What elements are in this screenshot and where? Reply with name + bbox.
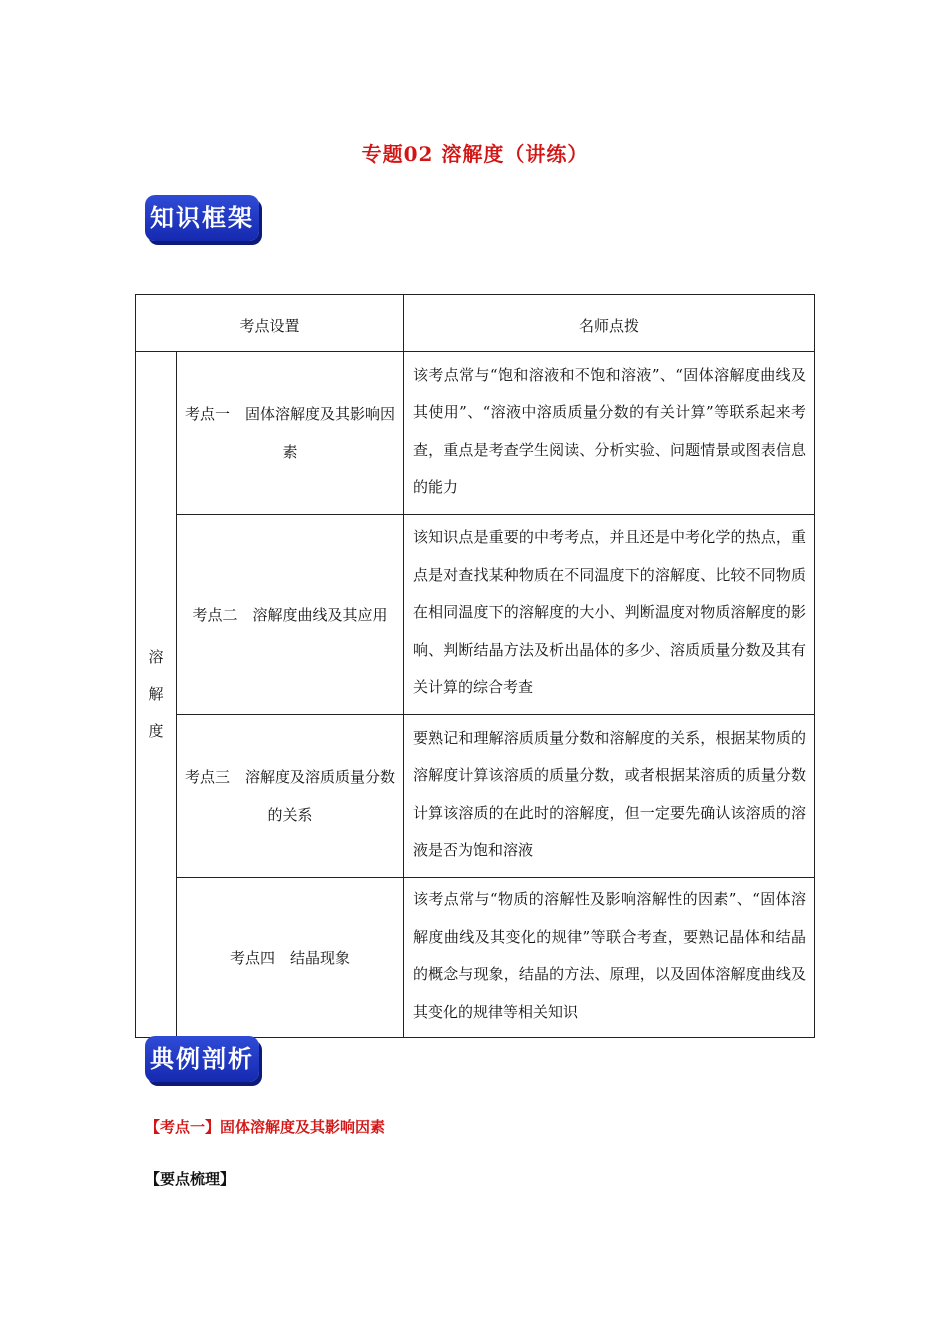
tip-1: 该考点常与“饱和溶液和不饱和溶液”、“固体溶解度曲线及其使用”、“溶液中溶质质量分数的有关计算”等联系起来考查，重点是考查学生阅读、分析实验、问题情景或图表信息的能力 (404, 352, 815, 515)
exam-point-4: 考点四 结晶现象 (177, 878, 404, 1038)
tip-4: 该考点常与“物质的溶解性及影响溶解性的因素”、“固体溶解度曲线及其变化的规律”等联合考查，要熟记晶体和结晶的概念与现象，结晶的方法、原理，以及固体溶解度曲线及其变化的规律等相关知识 (404, 878, 815, 1038)
side-label-text: 溶 解 度 (148, 648, 164, 740)
exam-point-1: 考点一 固体溶解度及其影响因素 (177, 352, 404, 515)
knowledge-table (135, 294, 815, 1038)
table-row (136, 715, 815, 878)
table-header-row (136, 295, 815, 352)
exam-point-3: 考点三 溶解度及溶质质量分数的关系 (177, 715, 404, 878)
table-row (136, 352, 815, 515)
side-label (136, 352, 177, 1038)
table-row (136, 515, 815, 715)
table-row (136, 878, 815, 1038)
exam-point-2: 考点二 溶解度曲线及其应用 (177, 515, 404, 715)
tip-3: 要熟记和理解溶质质量分数和溶解度的关系，根据某物质的溶解度计算该溶质的质量分数，或者根据某溶质的质量分数计算该溶质的在此时的溶解度，但一定要先确认该溶质的溶液是否为饱和溶液 (404, 715, 815, 878)
section-title: 【考点一】固体溶解度及其影响因素 (145, 1118, 386, 1136)
header-teacher-tips: 名师点拨 (404, 295, 815, 352)
example-analysis-badge: 典例剖析 (145, 1036, 259, 1082)
header-exam-points: 考点设置 (136, 295, 404, 352)
knowledge-framework-badge: 知识框架 (145, 195, 259, 241)
section-subtitle: 【要点梳理】 (145, 1170, 236, 1188)
page-title: 专题02 溶解度（讲练） (361, 142, 589, 166)
tip-2: 该知识点是重要的中考考点，并且还是中考化学的热点，重点是对查找某种物质在不同温度下的溶解度、比较不同物质在相同温度下的溶解度的大小、判断温度对物质溶解度的影响、判断结晶方法及析出晶体的多少、溶质质量分数及其有关计算的综合考查 (404, 515, 815, 715)
